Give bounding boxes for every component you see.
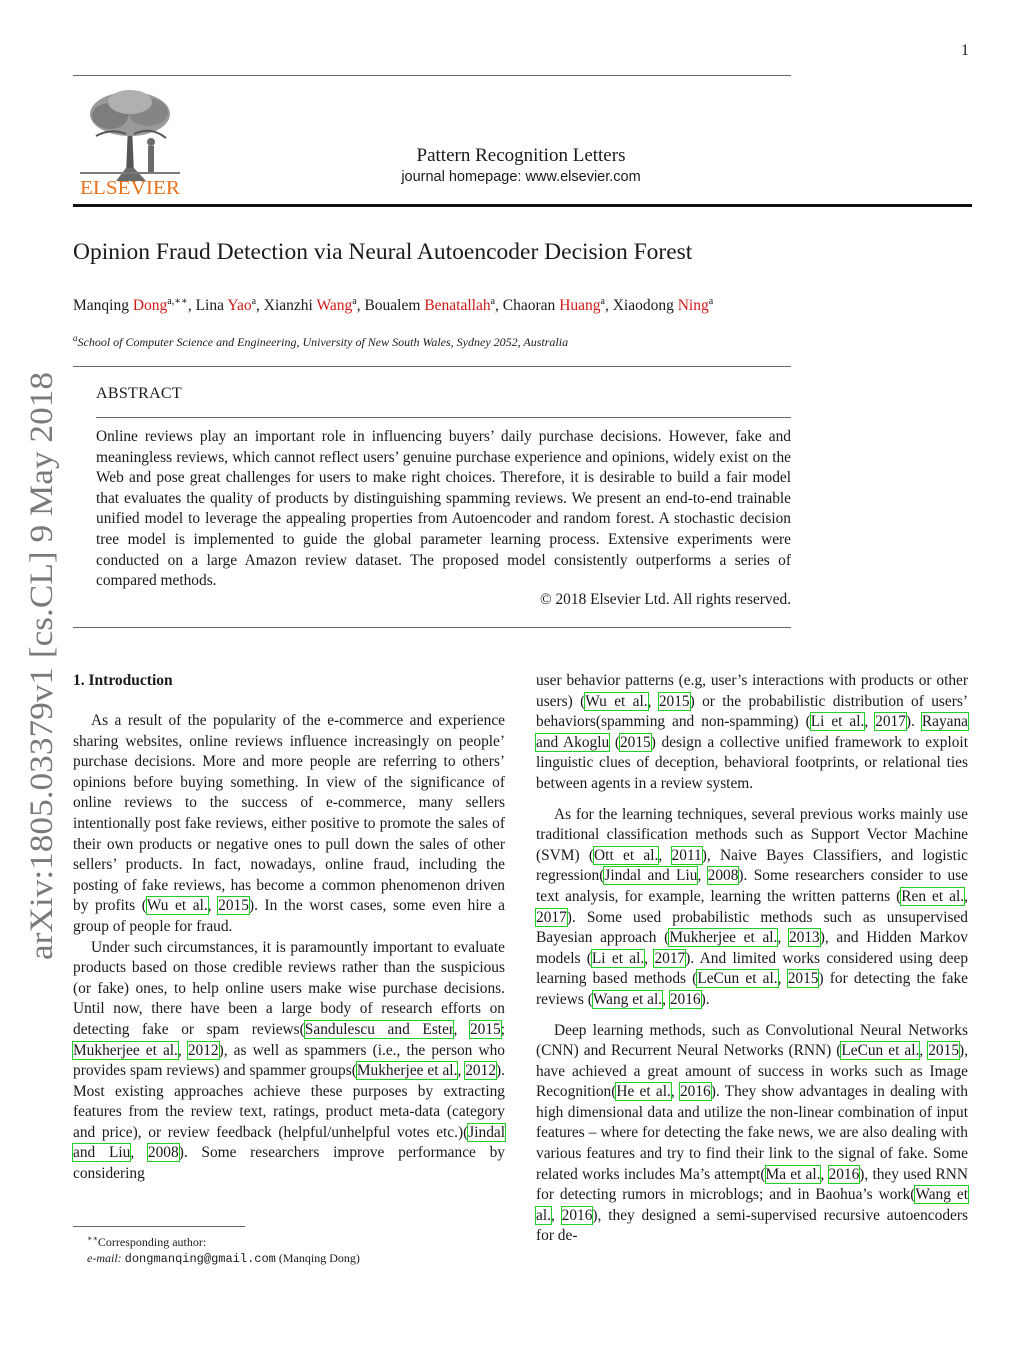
citation-link[interactable]: 2011 <box>671 846 702 864</box>
citation-link[interactable]: Mukherjee et al. <box>669 929 778 947</box>
paragraph: As for the learning techniques, several previous works mainly use traditional classification methods such as Support Vector Machine (SVM) (Ott et al., 2011), Naive Bayes Classifiers, and logistic regression(Jindal and Liu, 2008). Some researchers consider to use text analysis, for example, learning the written patterns (Ren et al., 2017). Some used probabilistic methods such as unsupervised Bayesian approach (Mukherjee et al., 2013), and Hidden Markov models (Li et al., 2017). And limited works considered using deep learning based methods (LeCun et al., 2015) for detecting the fake reviews (Wang et al., 2016). <box>536 805 969 1008</box>
citation-link[interactable]: Ma et al. <box>765 1165 821 1183</box>
paragraph: Under such circumstances, it is paramountly important to evaluate products based on those credible reviews rather than the suspicious (or fake) ones, to help online users make wise purchase decisions. Until now, there have been a large body of research efforts on detecting fake or spam reviews(Sandulescu and Ester, 2015; Mukherjee et al., 2012), as well as spammers (i.e., the person who provides spam reviews) and spammer groups(Mukherjee et al., 2012). Most existing approaches achieve these purposes by extracting features from the review text, ratings, product meta-data (category and price), or review feedback (helpful/unhelpful votes etc.)(Jindal and Liu, 2008). Some researchers improve performance by considering <box>73 938 505 1183</box>
citation-link[interactable]: 2016 <box>561 1206 593 1224</box>
header-top-rule <box>73 75 791 76</box>
paragraph: Deep learning methods, such as Convolutional Neural Networks (CNN) and Recurrent Neural Networks (RNN) (LeCun et al., 2015), have achieved a great amount of success in works such as Image Recognition(He et al., 2016). They show advantages in dealing with high dimensional data and utilize the non-linear combination of input features – where for detecting the fake news, we are also dealing with various features and try to find their link to the signal of fake. Some related works includes Ma’s attempt(Ma et al., 2016), they used RNN for detecting rumors in microblogs; and in Baohua’s work(Wang et al., 2016), they designed a semi-supervised recursive autoencoders for de- <box>536 1021 969 1245</box>
footnote: ∗∗Corresponding author: e-mail: dongmanqing@gmail.com (Manqing Dong) <box>87 1234 360 1266</box>
footnote-rule <box>73 1226 245 1227</box>
citation-link[interactable]: LeCun et al. <box>841 1042 920 1060</box>
author-sup: a <box>708 296 714 307</box>
citation-link[interactable]: Mukherjee et al. <box>73 1041 178 1059</box>
citation-link[interactable]: 2016 <box>828 1165 860 1183</box>
citation-link[interactable]: Wang et al. <box>536 1186 968 1224</box>
paragraph: As a result of the popularity of the e-commerce and experience sharing websites, online reviews influence increasingly on people’ purchase decisions. More and more people are referring to others’ opinions before buying something. In view of the significance of online reviews to the success of e-commerce, many sellers intentionally post fake reviews, either positive to promote the sales of their own products or negative ones to pull down the sales of other sellers’ products. In fact, nowadays, online fraud, including the posting of fake reviews, has become a common phenomenon driven by profits (Wu et al., 2015). In the worst cases, some even hire a group of people for fraud. <box>73 712 505 935</box>
author-sup: a <box>352 296 357 307</box>
citation-link[interactable]: Sandulescu and Ester <box>304 1020 454 1038</box>
author-sup: a,∗∗ <box>167 296 188 307</box>
author-first: Xianzhi <box>263 297 313 315</box>
citation-link[interactable]: 2012 <box>465 1062 497 1080</box>
author-list: Manqing Dong$^{a,∗∗}$, Lina Yao$^a$, Xianzhi Wang$^a$, Boualem Benatallah$^a$, Chaoran Huang$^a$, Xiaodong Ning$^a$ <box>73 296 714 315</box>
affiliation <box>73 333 568 350</box>
elsevier-wordmark: ELSEVIER <box>80 178 180 196</box>
footnote-label: Corresponding author: <box>97 1235 207 1249</box>
citation-link[interactable]: 2015 <box>218 897 249 915</box>
elsevier-tree-icon <box>76 86 184 196</box>
citation-link[interactable]: Li et al. <box>810 713 865 731</box>
abstract-heading-rule <box>96 417 791 418</box>
journal-homepage: journal homepage: www.elsevier.com <box>401 169 641 185</box>
citation-link[interactable]: 2008 <box>147 1144 179 1162</box>
citation-link[interactable]: 2016 <box>679 1083 711 1101</box>
citation-link[interactable]: Li et al. <box>591 949 645 967</box>
abstract-heading: ABSTRACT <box>96 385 182 402</box>
author-sup: a <box>600 296 605 307</box>
citation-link[interactable]: 2017 <box>875 713 906 731</box>
citation-link[interactable]: Wang et al. <box>592 990 663 1008</box>
citation-link[interactable]: 2015 <box>658 692 690 710</box>
paper-title: Opinion Fraud Detection via Neural Autoencoder Decision Forest <box>73 239 693 265</box>
paragraph: user behavior patterns (e.g, user’s interactions with products or other users) (Wu et al., 2015) or the probabilistic distribution of users’ behaviors(spamming and non-spamming) (Li et al., 2017). Rayana and Akoglu (2015) design a collective unified framework to exploit linguistic clues of deception, behavioral footprints, or relational ties between agents in a review system. <box>536 672 968 792</box>
author-last: Dong <box>132 297 168 315</box>
abstract-text: Online reviews play an important role in influencing buyers’ daily purchase decisions. However, fake and meaningless reviews, which cannot reflect users’ genuine purchase experience and opinions, widely exist on the Web and pose great challenges for users to make right choices. Therefore, it is desirable to build a fair model that evaluates the quality of products by distinguishing spamming reviews. We present an end-to-end trainable unified model to leverage the appealing properties from Autoencoder and random forest. A stochastic decision tree model is implemented to guide the global parameter learning process. Extensive experiments were conducted on a large Amazon review dataset. The proposed model consistently outperforms a series of compared methods. <box>96 428 791 590</box>
left-column <box>73 711 505 1185</box>
citation-link[interactable]: 2017 <box>536 908 567 926</box>
affiliation-text: School of Computer Science and Engineering, University of New South Wales, Sydney 2052, Australia <box>77 335 569 349</box>
elsevier-logo <box>76 86 184 196</box>
citation-link[interactable]: 2015 <box>469 1020 501 1038</box>
citation-link[interactable]: 2015 <box>787 970 819 988</box>
journal-name: Pattern Recognition Letters <box>416 145 626 166</box>
author-last: Huang <box>559 297 601 315</box>
page-number: 1 <box>961 42 969 59</box>
citation-link[interactable]: 2012 <box>187 1041 219 1059</box>
citation-link[interactable]: Jindal and Liu <box>604 867 698 885</box>
author-sup: a <box>251 296 257 307</box>
abstract-bottom-rule <box>73 627 791 628</box>
citation-link[interactable]: Jindal and Liu <box>73 1123 505 1162</box>
author-last: Ning <box>677 297 709 315</box>
citation-link[interactable]: 2015 <box>619 733 651 751</box>
citation-link[interactable]: Wu et al. <box>146 897 208 915</box>
citation-link[interactable]: Rayana and Akoglu <box>536 713 968 751</box>
arxiv-stamp-text: arXiv:1805.03379v1 [cs.CL] 9 May 2018 <box>24 410 60 960</box>
right-column <box>536 671 968 1247</box>
citation-link[interactable]: 2013 <box>788 929 820 947</box>
author-first: Xiaodong <box>612 297 674 315</box>
abstract-top-rule <box>73 366 791 367</box>
header-thick-rule <box>73 204 972 207</box>
citation-link[interactable]: Wu et al. <box>585 692 648 710</box>
section-heading-introduction: 1. Introduction <box>73 672 173 689</box>
citation-link[interactable]: 2016 <box>669 990 701 1008</box>
author-first: Chaoran <box>502 297 556 315</box>
citation-link[interactable]: 2008 <box>707 867 739 885</box>
citation-link[interactable]: Ott et al. <box>594 846 659 864</box>
citation-link[interactable]: Ren et al. <box>901 887 965 905</box>
citation-link[interactable]: LeCun et al. <box>697 970 778 988</box>
citation-link[interactable]: Mukherjee et al. <box>356 1062 458 1080</box>
affiliation-sup: a <box>73 333 78 343</box>
arxiv-stamp <box>18 368 62 960</box>
author-sup: a <box>490 296 496 307</box>
citation-link[interactable]: He et al. <box>616 1083 671 1101</box>
author-first: Manqing <box>73 297 129 315</box>
author-first: Boualem <box>364 297 421 315</box>
author-last: Benatallah <box>424 297 491 315</box>
footnote-email[interactable]: dongmanqing@gmail.com <box>124 1252 276 1266</box>
citation-link[interactable]: 2017 <box>654 949 686 967</box>
copyright: © 2018 Elsevier Ltd. All rights reserved. <box>539 591 791 608</box>
citation-link[interactable]: 2015 <box>928 1042 960 1060</box>
author-first: Lina <box>195 297 224 315</box>
author-last: Yao <box>227 297 252 315</box>
author-last: Wang <box>316 297 353 315</box>
